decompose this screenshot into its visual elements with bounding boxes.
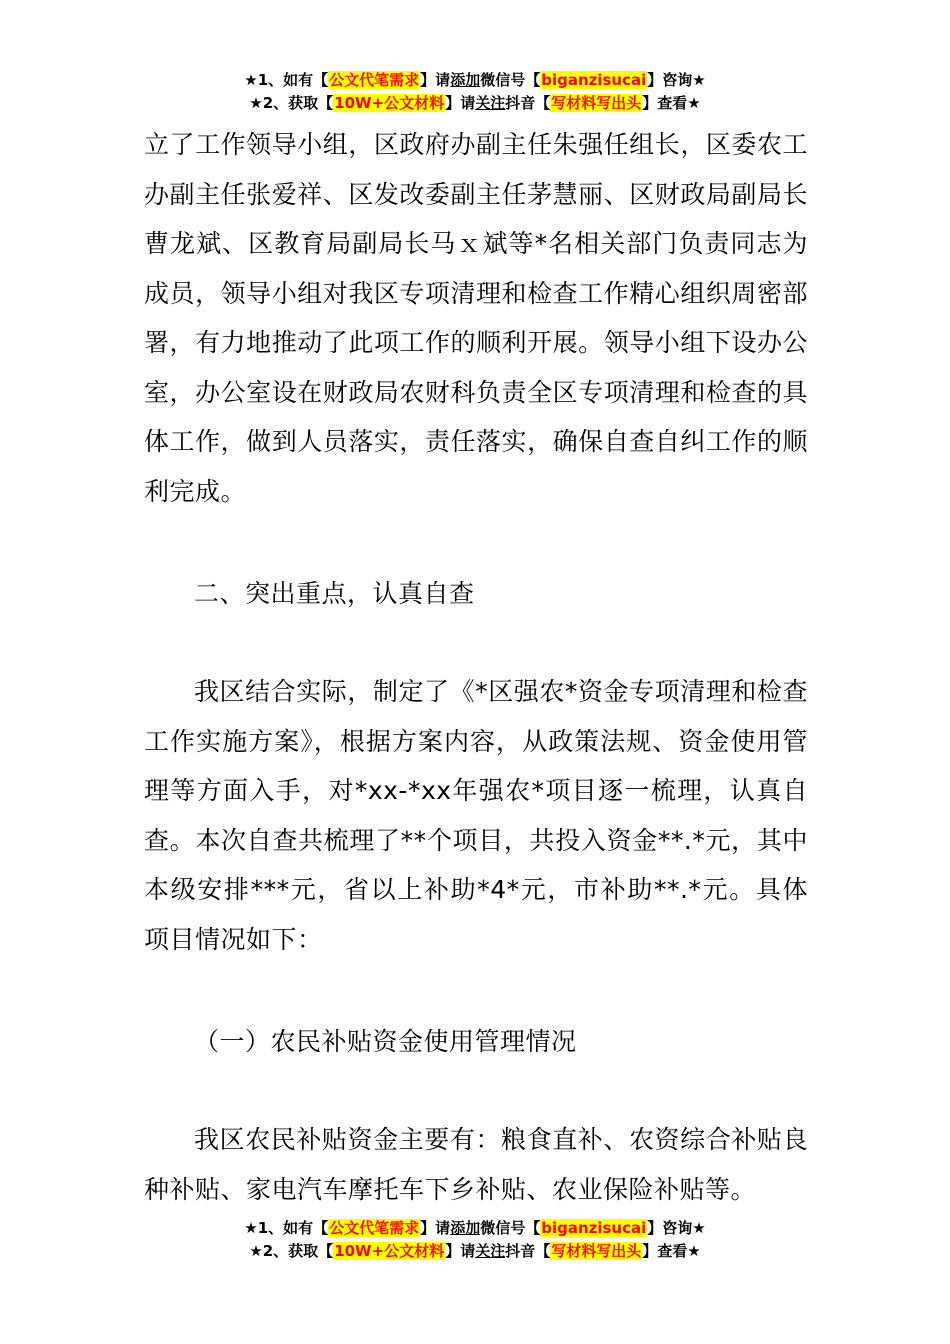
banner-underlined-text: 添加 [450,1219,481,1237]
top-banner [0,69,950,115]
banner-text: ★2、获取【 [249,94,334,112]
banner-text: 】请 [420,71,451,89]
section-heading-2 [144,569,808,619]
banner-underlined-text: 关注 [475,1242,506,1260]
banner-highlight: biganzisucai [541,1219,647,1237]
banner-highlight: 公文代笔需求 [329,71,420,89]
subsection-heading-1 [144,1017,808,1067]
banner-line-1 [0,1217,950,1240]
banner-underlined-text: 关注 [475,94,506,112]
banner-text: 】查看★ [642,94,701,112]
banner-highlight: 10W+公文材料 [334,94,445,112]
banner-text: 】咨询★ [647,1219,706,1237]
banner-highlight: 写材料写出头 [551,94,642,112]
banner-highlight: 10W+公文材料 [334,1242,445,1260]
banner-text: 】查看★ [642,1242,701,1260]
paragraph-self-inspection [144,667,808,964]
heading-text: 二、突出重点，认真自查 [194,579,475,608]
banner-highlight: 公文代笔需求 [329,1219,420,1237]
banner-highlight: biganzisucai [541,71,647,89]
banner-line-2 [0,1240,950,1263]
banner-text: ★1、如有【 [244,71,329,89]
paragraph-text: 立了工作领导小组，区政府办副主任朱强任组长，区委农工办副主任张爱祥、区发改委副主任茅慧丽、区财政局副局长曹龙斌、区教育局副局长马ｘ斌等*名相关部门负责同志为成员，领导小组对我区专项清理和检查工作精心组织周密部署，有力地推动了此项工作的顺利开展。领导小组下设办公室，办公室设在财政局农财科负责全区专项清理和检查的具体工作，做到人员落实，责任落实，确保自查自纠工作的顺利完成。 [144,130,808,506]
banner-text: 微信号【 [480,1219,541,1237]
banner-text: ★2、获取【 [249,1242,334,1260]
heading-text: （一）农民补贴资金使用管理情况 [194,1027,577,1056]
banner-line-1 [0,69,950,92]
banner-text: 】请 [445,1242,476,1260]
paragraph-text: 我区农民补贴资金主要有：粮食直补、农资综合补贴良种补贴、家电汽车摩托车下乡补贴、农业保险补贴等。 [144,1125,808,1204]
banner-text: 微信号【 [480,71,541,89]
bottom-banner [0,1217,950,1263]
banner-text: ★1、如有【 [244,1219,329,1237]
paragraph-leadership-group [144,120,808,516]
banner-text: 】咨询★ [647,71,706,89]
banner-text: 抖音【 [505,94,551,112]
paragraph-subsidy-funds [144,1115,808,1214]
banner-text: 】请 [445,94,476,112]
banner-text: 抖音【 [505,1242,551,1260]
paragraph-text: 我区结合实际，制定了《*区强农*资金专项清理和检查工作实施方案》，根据方案内容，从政策法规、资金使用管理等方面入手，对*xx-*xx年强农*项目逐一梳理，认真自查。本次自查共梳理了**个项目，共投入资金**.*元，其中本级安排***元，省以上补助*4*元，市补助**.*元。具体项目情况如下： [144,677,808,954]
banner-underlined-text: 添加 [450,71,481,89]
banner-highlight: 写材料写出头 [551,1242,642,1260]
banner-line-2 [0,92,950,115]
banner-text: 】请 [420,1219,451,1237]
